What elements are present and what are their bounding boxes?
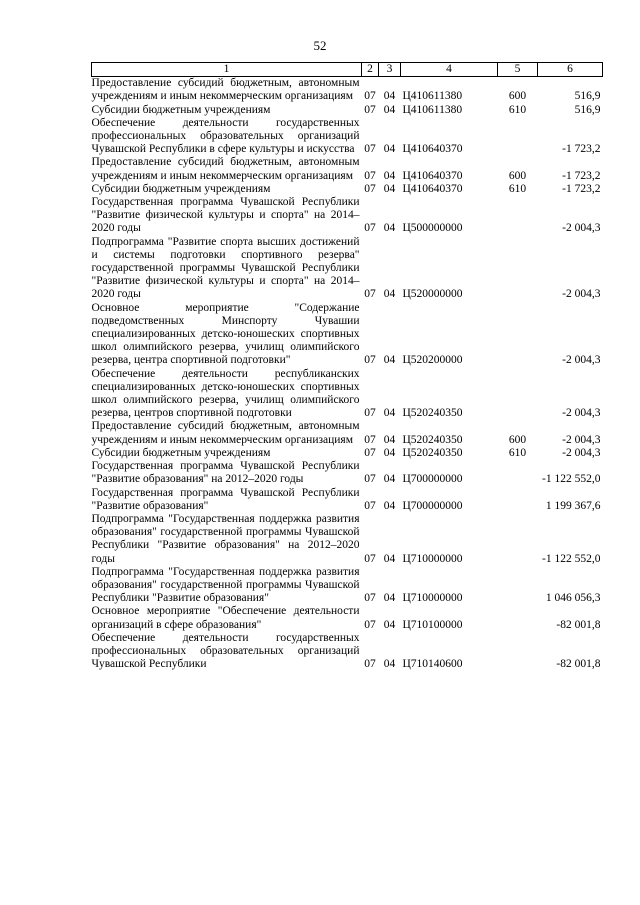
section-code: 07 [364, 592, 376, 605]
amount: -2 004,3 [562, 354, 601, 367]
amount: 1 046 056,3 [545, 592, 601, 605]
subsection-code: 04 [383, 407, 396, 420]
section-code: 07 [364, 143, 376, 156]
table-row [92, 487, 603, 513]
row-name: Субсидии бюджетным учреждениям [91, 103, 271, 116]
target-item-code: Ц520240350 [402, 446, 463, 459]
table-row [92, 104, 603, 117]
amount: 516,9 [574, 90, 601, 103]
subsection-code: 04 [383, 288, 396, 301]
section-code: 07 [364, 222, 376, 235]
target-item-code: Ц520200000 [402, 354, 463, 367]
subsection-code: 04 [383, 182, 396, 195]
row-name: Субсидии бюджетным учреждениям [91, 182, 271, 195]
amount: -2 004,3 [562, 288, 601, 301]
subsection-code: 04 [383, 90, 396, 103]
section-code: 07 [364, 618, 376, 631]
section-code: 07 [364, 90, 376, 103]
section-code: 07 [364, 407, 376, 420]
section-code: 07 [364, 446, 376, 459]
row-name: Основное мероприятие "Содержание подведомственных Минспорту Чувашии специализированных детско-юношеских спортивных школ олимпийского резерва, училищ олимпийского резерва, центра спортивной подготовки" [91, 301, 360, 367]
section-code: 07 [364, 182, 376, 195]
expense-type-code: 600 [508, 169, 527, 182]
budget-table [91, 62, 603, 671]
column-header-2: 2 [362, 63, 379, 77]
expense-type-code: 600 [508, 90, 527, 103]
amount: -1 723,2 [562, 169, 601, 182]
expense-type-code [498, 605, 538, 631]
target-item-code: Ц710000000 [402, 592, 463, 605]
subsection-code: 04 [383, 103, 396, 116]
amount: -1 723,2 [562, 182, 601, 195]
table-row [92, 196, 603, 236]
section-code: 07 [364, 288, 376, 301]
subsection-code: 04 [383, 169, 396, 182]
row-name: Государственная программа Чувашской Республики "Развитие образования" на 2012–2020 годы [91, 460, 360, 486]
subsection-code: 04 [383, 446, 396, 459]
table-row [92, 77, 603, 104]
row-name: Предоставление субсидий бюджетным, автономным учреждениям и иным некоммерческим организациям [91, 156, 360, 182]
expense-type-code: 610 [508, 182, 527, 195]
expense-type-code [498, 566, 538, 606]
row-name: Подпрограмма "Развитие спорта высших достижений и системы подготовки спортивного резерва" государственной программы Чувашской Республики "Развитие физической культуры и спорта" на 2014–2020 годы [91, 235, 360, 301]
target-item-code: Ц410640370 [402, 143, 463, 156]
expense-type-code [498, 196, 538, 236]
target-item-code: Ц410640370 [402, 182, 463, 195]
subsection-code: 04 [383, 499, 396, 512]
expense-type-code [498, 460, 538, 486]
subsection-code: 04 [383, 222, 396, 235]
target-item-code: Ц710000000 [402, 552, 463, 565]
amount: -2 004,3 [562, 222, 601, 235]
target-item-code: Ц410611380 [402, 90, 463, 103]
target-item-code: Ц700000000 [402, 473, 463, 486]
table-row [92, 566, 603, 606]
row-name: Подпрограмма "Государственная поддержка развития образования" государственной программы Чувашской Республики "Развитие образования" [91, 565, 360, 605]
expense-type-code: 600 [508, 433, 527, 446]
subsection-code: 04 [383, 354, 396, 367]
expense-type-code [498, 236, 538, 302]
target-item-code: Ц710140600 [402, 658, 463, 671]
expense-type-code: 610 [508, 446, 527, 459]
target-item-code: Ц410640370 [402, 169, 463, 182]
page-number: 52 [313, 38, 327, 53]
expense-type-code [498, 302, 538, 368]
table-row [92, 183, 603, 196]
row-name: Предоставление субсидий бюджетным, автономным учреждениям и иным некоммерческим организациям [91, 77, 360, 103]
section-code: 07 [364, 169, 376, 182]
expense-type-code [498, 117, 538, 157]
row-name: Подпрограмма "Государственная поддержка развития образования" государственной программы Чувашской Республики "Развитие образования" на 2012–2020 годы [91, 512, 360, 565]
table-row [92, 632, 603, 672]
target-item-code: Ц710100000 [402, 618, 463, 631]
section-code: 07 [364, 354, 376, 367]
section-code: 07 [364, 103, 376, 116]
amount: -2 004,3 [562, 433, 601, 446]
table-row [92, 460, 603, 486]
subsection-code: 04 [383, 433, 396, 446]
table-row [92, 302, 603, 368]
amount: -2 004,3 [562, 407, 601, 420]
target-item-code: Ц500000000 [402, 222, 463, 235]
subsection-code: 04 [383, 658, 396, 671]
amount: -1 122 552,0 [542, 552, 601, 565]
column-header-4: 4 [401, 63, 498, 77]
table-row [92, 447, 603, 460]
row-name: Государственная программа Чувашской Республики "Развитие образования" [91, 486, 360, 512]
section-code: 07 [364, 499, 376, 512]
section-code: 07 [364, 433, 376, 446]
target-item-code: Ц520000000 [402, 288, 463, 301]
table-header-row [92, 63, 603, 77]
expense-type-code: 610 [508, 103, 527, 116]
column-header-1: 1 [92, 63, 362, 77]
section-code: 07 [364, 658, 376, 671]
row-name: Обеспечение деятельности республиканских специализированных детско-юношеских спортивных школ олимпийского резерва, училищ олимпийского резерва, центров спортивной подготовки [91, 367, 360, 420]
expense-type-code [498, 368, 538, 421]
table-row [92, 117, 603, 157]
table-row [92, 236, 603, 302]
target-item-code: Ц520240350 [402, 433, 463, 446]
table-row [92, 420, 603, 446]
section-code: 07 [364, 473, 376, 486]
column-header-3: 3 [379, 63, 401, 77]
amount: -1 122 552,0 [542, 473, 601, 486]
subsection-code: 04 [383, 473, 396, 486]
subsection-code: 04 [383, 552, 396, 565]
row-name: Основное мероприятие "Обеспечение деятельности организаций в сфере образования" [91, 605, 360, 631]
target-item-code: Ц700000000 [402, 499, 463, 512]
target-item-code: Ц410611380 [402, 103, 463, 116]
amount: -82 001,8 [556, 658, 601, 671]
amount: 1 199 367,6 [545, 499, 601, 512]
subsection-code: 04 [383, 592, 396, 605]
amount: 516,9 [574, 103, 601, 116]
amount: -2 004,3 [562, 446, 601, 459]
row-name: Предоставление субсидий бюджетным, автономным учреждениям и иным некоммерческим организациям [91, 420, 360, 446]
row-name: Обеспечение деятельности государственных профессиональных образовательных организаций Чувашской Республики в сфере культуры и искусства [91, 116, 360, 156]
column-header-6: 6 [538, 63, 603, 77]
amount: -82 001,8 [556, 618, 601, 631]
section-code: 07 [364, 552, 376, 565]
table-row [92, 156, 603, 182]
amount: -1 723,2 [562, 143, 601, 156]
column-header-5: 5 [498, 63, 538, 77]
expense-type-code [498, 487, 538, 513]
table-row [92, 513, 603, 566]
table-row [92, 368, 603, 421]
table-row [92, 605, 603, 631]
expense-type-code [498, 513, 538, 566]
subsection-code: 04 [383, 618, 396, 631]
row-name: Государственная программа Чувашской Республики "Развитие физической культуры и спорта" на 2014–2020 годы [91, 196, 360, 235]
row-name: Субсидии бюджетным учреждениям [91, 446, 271, 459]
row-name: Обеспечение деятельности государственных профессиональных образовательных организаций Чувашской Республики [91, 631, 360, 671]
subsection-code: 04 [383, 143, 396, 156]
expense-type-code [498, 632, 538, 672]
target-item-code: Ц520240350 [402, 407, 463, 420]
